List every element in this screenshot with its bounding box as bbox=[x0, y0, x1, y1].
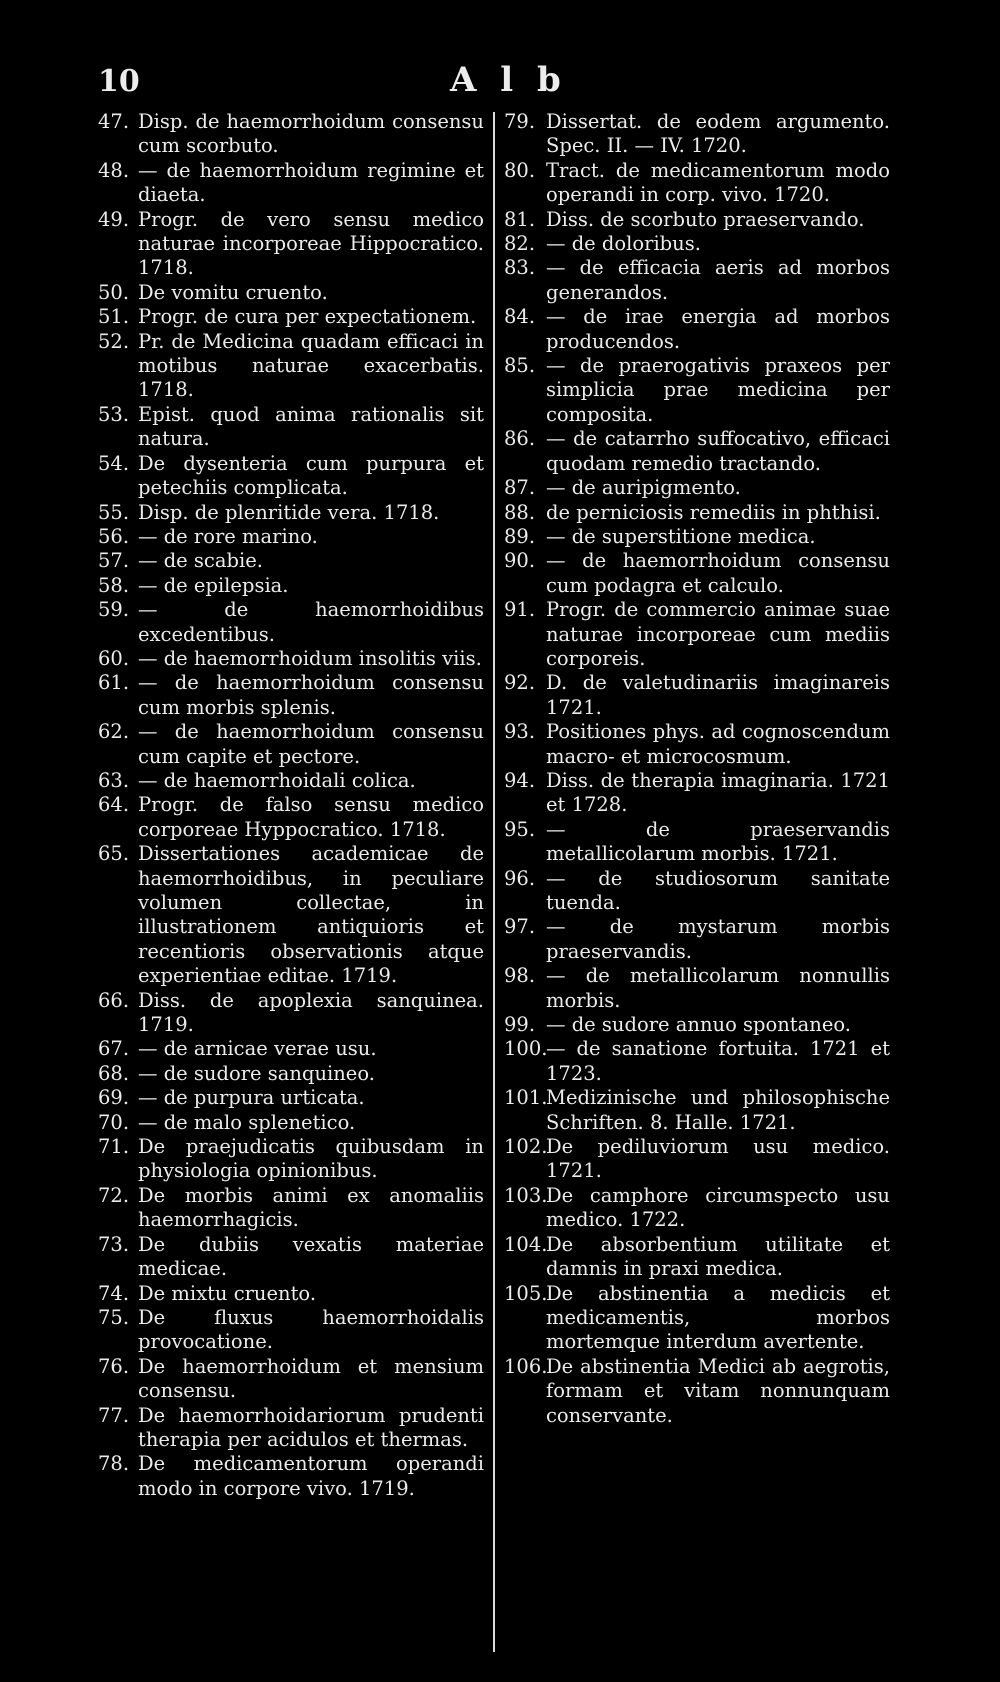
entry-title: — de arnicae verae usu. bbox=[138, 1037, 377, 1061]
bibliography-entry bbox=[504, 501, 890, 525]
bibliography-entry bbox=[504, 549, 890, 598]
bibliography-entry bbox=[98, 769, 484, 793]
entry-number: 58. bbox=[98, 573, 130, 597]
entry-title: Diss. de scorbuto praeservando. bbox=[546, 207, 865, 231]
entry-number: 90. bbox=[504, 549, 536, 573]
entry-number: 69. bbox=[98, 1086, 130, 1110]
entry-number: 81. bbox=[504, 207, 536, 231]
entry-title: — de auripigmento. bbox=[546, 476, 741, 500]
entry-number: 84. bbox=[504, 305, 536, 329]
entry-number: 55. bbox=[98, 500, 130, 524]
entry-title: Progr. de falso sensu medico corporeae Hyppocratico. 1718. bbox=[138, 793, 484, 841]
bibliography-entry bbox=[98, 403, 484, 452]
entry-title: — de haemorrhoidibus excedentibus. bbox=[138, 598, 484, 646]
bibliography-entry bbox=[504, 525, 890, 549]
entry-number: 74. bbox=[98, 1281, 130, 1305]
bibliography-entry bbox=[504, 1355, 890, 1428]
entry-title: — de superstitione medica. bbox=[546, 524, 816, 548]
entry-number: 77. bbox=[98, 1403, 130, 1427]
entry-title: — de haemorrhoidum consensu cum podagra et calculo. bbox=[546, 549, 890, 597]
bibliography-entry bbox=[98, 1306, 484, 1355]
bibliography-entry bbox=[504, 915, 890, 964]
entry-title: — de praerogativis praxeos per simplicia prae medicina per composita. bbox=[546, 354, 890, 426]
entry-title: — de metallicolarum nonnullis morbis. bbox=[546, 964, 890, 1012]
entry-number: 48. bbox=[98, 158, 130, 182]
entry-number: 101. bbox=[504, 1086, 548, 1110]
entry-number: 47. bbox=[98, 110, 130, 133]
bibliography-entry bbox=[98, 793, 484, 842]
page-number: 10 bbox=[98, 64, 140, 99]
entry-title: Medizinische und philosophische Schriften. 8. Halle. 1721. bbox=[546, 1086, 890, 1134]
bibliography-entry bbox=[98, 281, 484, 305]
entry-title: Progr. de commercio animae suae naturae incorporeae cum mediis corporeis. bbox=[546, 598, 890, 670]
entry-number: 49. bbox=[98, 207, 130, 231]
entry-title: — de haemorrhoidali colica. bbox=[138, 768, 416, 792]
bibliography-entry bbox=[504, 1037, 890, 1086]
entry-number: 70. bbox=[98, 1110, 130, 1134]
bibliography-entry bbox=[98, 671, 484, 720]
bibliography-entry bbox=[98, 1404, 484, 1453]
column-divider bbox=[493, 112, 495, 1652]
entry-number: 97. bbox=[504, 915, 536, 939]
entry-title: Dissertat. de eodem argumento. Spec. II. — IV. 1720. bbox=[546, 110, 890, 158]
entry-title: — de catarrho suffocativo, efficaci quodam remedio tractando. bbox=[546, 427, 890, 475]
entry-title: — de scabie. bbox=[138, 549, 263, 573]
entry-title: Diss. de therapia imaginaria. 1721 et 1728. bbox=[546, 768, 890, 817]
entry-number: 87. bbox=[504, 476, 536, 500]
bibliography-entry bbox=[98, 720, 484, 769]
entry-number: 102. bbox=[504, 1135, 548, 1159]
bibliography-entry bbox=[98, 159, 484, 208]
entry-number: 104. bbox=[504, 1232, 548, 1256]
entry-title: De abstinentia Medici ab aegrotis, formam et vitam nonnunquam conservante. bbox=[546, 1354, 890, 1427]
entry-title: — de haemorrhoidum consensu cum morbis splenis. bbox=[138, 671, 484, 719]
bibliography-entry bbox=[504, 256, 890, 305]
entry-title: De abstinentia a medicis et medicamentis, morbos mortemque interdum avertente. bbox=[546, 1281, 890, 1354]
bibliography-entry bbox=[98, 525, 484, 549]
entry-number: 73. bbox=[98, 1232, 130, 1256]
bibliography-entry bbox=[504, 1086, 890, 1135]
entry-number: 80. bbox=[504, 158, 536, 182]
bibliography-entry bbox=[98, 549, 484, 573]
entry-number: 61. bbox=[98, 671, 130, 695]
entry-number: 75. bbox=[98, 1305, 130, 1329]
entry-number: 82. bbox=[504, 232, 536, 256]
entry-title: De pediluviorum usu medico. 1721. bbox=[546, 1135, 890, 1183]
entry-title: — de sudore annuo spontaneo. bbox=[546, 1013, 851, 1037]
entry-number: 50. bbox=[98, 280, 130, 304]
entry-title: — de efficacia aeris ad morbos generandos. bbox=[546, 256, 890, 304]
bibliography-entry bbox=[98, 1062, 484, 1086]
bibliography-entry bbox=[504, 1233, 890, 1282]
entry-title: — de haemorrhoidum consensu cum capite et pectore. bbox=[138, 720, 484, 768]
bibliography-entry bbox=[504, 1282, 890, 1355]
entry-number: 103. bbox=[504, 1183, 548, 1207]
bibliography-entry bbox=[98, 1452, 484, 1501]
bibliography-entry bbox=[504, 354, 890, 427]
bibliography-entry bbox=[504, 867, 890, 916]
entry-number: 64. bbox=[98, 793, 130, 817]
bibliography-entry bbox=[504, 1184, 890, 1233]
bibliography-entry bbox=[98, 1111, 484, 1135]
bibliography-entry bbox=[504, 964, 890, 1013]
bibliography-entry bbox=[98, 989, 484, 1038]
bibliography-entry bbox=[98, 574, 484, 598]
bibliography-entry bbox=[504, 818, 890, 867]
entry-number: 52. bbox=[98, 329, 130, 353]
entry-title: — de sudore sanquineo. bbox=[138, 1061, 375, 1085]
entry-number: 79. bbox=[504, 110, 536, 133]
running-head: A l b bbox=[450, 60, 567, 100]
entry-number: 105. bbox=[504, 1281, 548, 1305]
bibliography-entry bbox=[98, 1135, 484, 1184]
entry-number: 72. bbox=[98, 1183, 130, 1207]
entry-title: De medicamentorum operandi modo in corpore vivo. 1719. bbox=[138, 1452, 484, 1500]
entry-title: Dissertationes academicae de haemorrhoidibus, in peculiare volumen collectae, in illustrationem antiquioris et recentioris observationis atque experientiae editae. 1719. bbox=[138, 842, 484, 988]
entry-title: — de malo splenetico. bbox=[138, 1110, 356, 1134]
entry-title: De haemorrhoidum et mensium consensu. bbox=[138, 1354, 484, 1403]
entry-title: De camphore circumspecto usu medico. 1722. bbox=[546, 1183, 890, 1232]
entry-title: De dubiis vexatis materiae medicae. bbox=[138, 1232, 484, 1281]
entry-title: — de purpura urticata. bbox=[138, 1086, 365, 1110]
entry-number: 85. bbox=[504, 354, 536, 378]
entry-title: D. de valetudinariis imaginareis 1721. bbox=[546, 671, 890, 719]
entry-title: Progr. de cura per expectationem. bbox=[138, 305, 477, 329]
entry-title: — de praeservandis metallicolarum morbis. 1721. bbox=[546, 817, 890, 866]
entry-number: 54. bbox=[98, 451, 130, 475]
entry-number: 89. bbox=[504, 524, 536, 548]
bibliography-entry bbox=[504, 598, 890, 671]
bibliography-entry bbox=[98, 1282, 484, 1306]
entry-title: De dysenteria cum purpura et petechiis complicata. bbox=[138, 451, 484, 500]
bibliography-entry bbox=[98, 598, 484, 647]
bibliography-entry bbox=[504, 208, 890, 232]
entry-number: 94. bbox=[504, 768, 536, 792]
bibliography-entry bbox=[98, 1037, 484, 1061]
bibliography-entry bbox=[504, 671, 890, 720]
bibliography-entry bbox=[504, 769, 890, 818]
entry-number: 68. bbox=[98, 1061, 130, 1085]
bibliography-entry bbox=[98, 647, 484, 671]
entry-number: 62. bbox=[98, 720, 130, 744]
entry-title: De mixtu cruento. bbox=[138, 1281, 317, 1305]
entry-number: 65. bbox=[98, 842, 130, 866]
bibliography-entry bbox=[98, 110, 484, 159]
bibliography-entry bbox=[98, 208, 484, 281]
entry-title: Pr. de Medicina quadam efficaci in motibus naturae exacerbatis. 1718. bbox=[138, 329, 484, 402]
bibliography-entry bbox=[98, 842, 484, 988]
entry-title: — de sanatione fortuita. 1721 et 1723. bbox=[546, 1037, 890, 1085]
bibliography-entry bbox=[504, 1135, 890, 1184]
entry-title: Progr. de vero sensu medico naturae incorporeae Hippocratico. 1718. bbox=[138, 207, 484, 280]
entry-number: 93. bbox=[504, 720, 536, 744]
bibliography-entry bbox=[504, 476, 890, 500]
entry-title: Epist. quod anima rationalis sit natura. bbox=[138, 402, 484, 451]
bibliography-entry bbox=[504, 720, 890, 769]
entry-number: 88. bbox=[504, 500, 536, 524]
entry-number: 63. bbox=[98, 768, 130, 792]
entry-number: 66. bbox=[98, 988, 130, 1012]
entry-title: Disp. de haemorrhoidum consensu cum scorbuto. bbox=[138, 110, 484, 158]
entry-title: De vomitu cruento. bbox=[138, 280, 328, 304]
entry-number: 98. bbox=[504, 964, 536, 988]
entry-number: 78. bbox=[98, 1452, 130, 1476]
left-column bbox=[98, 110, 484, 1501]
entry-title: — de mystarum morbis praeservandis. bbox=[546, 915, 890, 963]
entry-number: 71. bbox=[98, 1135, 130, 1159]
bibliography-entry bbox=[98, 1184, 484, 1233]
entry-number: 67. bbox=[98, 1037, 130, 1061]
bibliography-entry bbox=[98, 501, 484, 525]
entry-number: 53. bbox=[98, 402, 130, 426]
entry-title: — de doloribus. bbox=[546, 232, 701, 256]
bibliography-entry bbox=[504, 232, 890, 256]
bibliography-entry bbox=[98, 305, 484, 329]
entry-number: 95. bbox=[504, 817, 536, 841]
entry-title: Positiones phys. ad cognoscendum macro- et microcosmum. bbox=[546, 720, 890, 768]
entry-number: 91. bbox=[504, 598, 536, 622]
entry-title: De praejudicatis quibusdam in physiologia opinionibus. bbox=[138, 1135, 484, 1183]
entry-number: 92. bbox=[504, 671, 536, 695]
entry-number: 59. bbox=[98, 598, 130, 622]
entry-title: — de haemorrhoidum regimine et diaeta. bbox=[138, 158, 484, 207]
entry-number: 57. bbox=[98, 549, 130, 573]
entry-title: De morbis animi ex anomaliis haemorrhagicis. bbox=[138, 1183, 484, 1232]
entry-title: — de irae energia ad morbos producendos. bbox=[546, 305, 890, 353]
entry-title: Disp. de plenritide vera. 1718. bbox=[138, 500, 440, 524]
bibliography-entry bbox=[504, 110, 890, 159]
entry-title: — de studiosorum sanitate tuenda. bbox=[546, 866, 890, 914]
entry-title: De fluxus haemorrhoidalis provocatione. bbox=[138, 1305, 484, 1354]
entry-number: 83. bbox=[504, 256, 536, 280]
entry-number: 86. bbox=[504, 427, 536, 451]
bibliography-entry bbox=[504, 305, 890, 354]
bibliography-entry bbox=[504, 1013, 890, 1037]
entry-title: — de rore marino. bbox=[138, 524, 318, 548]
entry-title: De absorbentium utilitate et damnis in praxi medica. bbox=[546, 1232, 890, 1281]
entry-number: 96. bbox=[504, 866, 536, 890]
bibliography-entry bbox=[504, 427, 890, 476]
right-column bbox=[504, 110, 890, 1428]
entry-number: 99. bbox=[504, 1013, 536, 1037]
entry-title: Diss. de apoplexia sanquinea. 1719. bbox=[138, 988, 484, 1037]
entry-number: 100. bbox=[504, 1037, 548, 1061]
entry-number: 60. bbox=[98, 646, 130, 670]
entry-title: — de haemorrhoidum insolitis viis. bbox=[138, 646, 482, 670]
entry-number: 56. bbox=[98, 524, 130, 548]
bibliography-entry bbox=[98, 452, 484, 501]
bibliography-entry bbox=[504, 159, 890, 208]
entry-number: 51. bbox=[98, 305, 130, 329]
bibliography-entry bbox=[98, 330, 484, 403]
entry-title: De haemorrhoidariorum prudenti therapia per acidulos et thermas. bbox=[138, 1403, 484, 1451]
entry-title: — de epilepsia. bbox=[138, 573, 289, 597]
entry-title: Tract. de medicamentorum modo operandi in corp. vivo. 1720. bbox=[546, 158, 890, 207]
entry-title: de perniciosis remediis in phthisi. bbox=[546, 500, 881, 524]
entry-number: 106. bbox=[504, 1354, 548, 1378]
bibliography-entry bbox=[98, 1355, 484, 1404]
bibliography-entry bbox=[98, 1086, 484, 1110]
bibliography-entry bbox=[98, 1233, 484, 1282]
entry-number: 76. bbox=[98, 1354, 130, 1378]
